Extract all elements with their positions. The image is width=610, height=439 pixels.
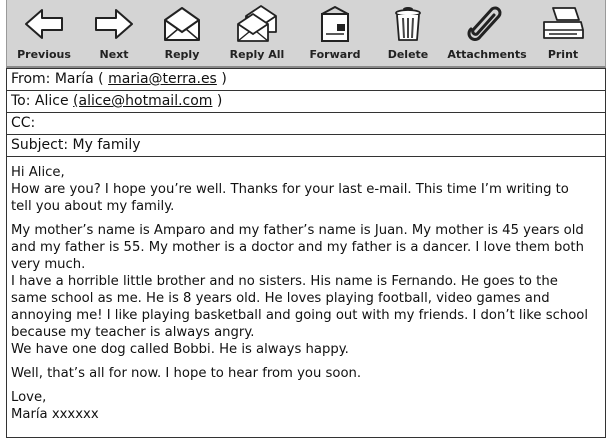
body-line: tell you about my family.	[11, 199, 175, 214]
to-email-link[interactable]: (alice@hotmail.com	[73, 93, 213, 109]
body-line: We have one dog called Bobbi. He is always happy.	[11, 342, 349, 357]
body-line: annoying me! I like playing basketball and going out with my friends. I don’t like school	[11, 308, 588, 323]
reply-button[interactable]	[155, 2, 209, 64]
from-label: From: María (	[11, 71, 104, 87]
paperclip-icon	[465, 4, 509, 44]
next-button[interactable]	[87, 2, 141, 64]
arrow-right-icon	[92, 4, 136, 44]
to-row	[7, 91, 605, 113]
reply-label: Reply	[164, 48, 200, 61]
body-line: My mother’s name is Amparo and my father’s name is Juan. My mother is 45 years old	[11, 223, 584, 238]
body-line: same school as me. He is 8 years old. He loves playing football, video games and	[11, 291, 550, 306]
reply-all-button[interactable]	[225, 2, 289, 64]
forward-label: Forward	[309, 48, 361, 61]
to-close: )	[216, 93, 223, 109]
message-body	[7, 157, 605, 423]
cc-label: CC:	[11, 115, 36, 131]
print-button[interactable]	[539, 2, 587, 64]
signature: María xxxxxx	[11, 407, 99, 422]
previous-label: Previous	[17, 48, 71, 61]
subject-row	[7, 135, 605, 157]
cc-row	[7, 113, 605, 135]
delete-label: Delete	[387, 48, 429, 61]
attachments-button[interactable]	[449, 2, 525, 64]
previous-button[interactable]	[17, 2, 71, 64]
email-view	[6, 68, 606, 438]
greeting: Hi Alice,	[11, 165, 65, 180]
forward-button[interactable]	[303, 2, 367, 64]
body-line: How are you? I hope you’re well. Thanks for your last e-mail. This time I’m writing to	[11, 182, 569, 197]
to-label: To: Alice	[11, 93, 69, 109]
from-email-link[interactable]: maria@terra.es	[108, 71, 217, 87]
printer-icon	[541, 4, 585, 44]
forward-envelope-icon	[313, 4, 357, 44]
body-line: very much.	[11, 257, 86, 272]
signoff: Love,	[11, 390, 47, 405]
from-row	[7, 69, 605, 91]
attachments-label: Attachments	[447, 48, 527, 61]
body-line: and my father is 55. My mother is a doctor and my father is a dancer. I love them both	[11, 240, 584, 255]
envelopes-icon	[235, 4, 279, 44]
trash-can-icon	[386, 4, 430, 44]
from-close: )	[221, 71, 227, 87]
print-label: Print	[547, 48, 579, 61]
envelope-icon	[160, 4, 204, 44]
body-line: I have a horrible little brother and no sisters. His name is Fernando. He goes to the	[11, 274, 558, 289]
closing-line: Well, that’s all for now. I hope to hear from you soon.	[11, 366, 362, 381]
reply-all-label: Reply All	[229, 48, 285, 61]
body-line: because my teacher is always angry.	[11, 325, 255, 340]
next-label: Next	[99, 48, 129, 61]
subject-label: Subject: My family	[11, 137, 141, 153]
toolbar	[6, 0, 606, 68]
arrow-left-icon	[22, 4, 66, 44]
delete-button[interactable]	[383, 2, 433, 64]
